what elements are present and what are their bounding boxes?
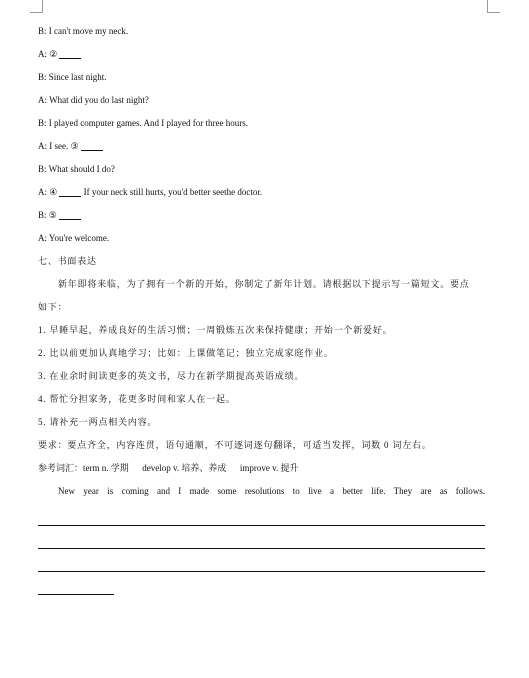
point-item: 4. 帮忙分担家务，花更多时间和家人在一起。 <box>38 394 236 404</box>
speaker-label: A: <box>38 49 47 59</box>
speaker-label: B: <box>38 164 47 174</box>
reference-vocabulary: 参考词汇：term n. 学期 develop v. 培养、养成 improve v. 提升 <box>38 463 299 473</box>
dialogue-line <box>38 20 485 43</box>
blank-number: ⑤ <box>48 210 57 220</box>
crop-mark-top-left <box>30 0 43 13</box>
crop-mark-top-right <box>487 0 500 13</box>
point-item: 3. 在业余时间读更多的英文书，尽力在新学期提高英语成绩。 <box>38 371 305 381</box>
blank-number: ④ <box>49 187 58 197</box>
point-item: 2. 比以前更加认真地学习；比如：上课做笔记；独立完成家庭作业。 <box>38 348 334 358</box>
dialogue-text: I played computer games. And I played for three hours. <box>48 118 248 128</box>
dialogue-text: I see. ③ <box>49 141 79 151</box>
dialogue-line <box>38 158 485 181</box>
dialogue-line <box>38 66 485 89</box>
answer-blank[interactable] <box>81 140 103 151</box>
task-intro-continued: 如下： <box>38 302 68 312</box>
answer-blank[interactable] <box>59 186 81 197</box>
speaker-label: A: <box>38 141 47 151</box>
speaker-label: B: <box>38 118 47 128</box>
speaker-label: A: <box>38 233 47 243</box>
essay-starter: New year is coming and I made some resolutions to live a better life. They are as follows. <box>58 486 485 496</box>
dialogue-line <box>38 135 485 158</box>
dialogue-text: Since last night. <box>48 72 107 82</box>
dialogue-line <box>38 181 485 204</box>
task-intro: 新年即将来临，为了拥有一个新的开始，你制定了新年计划。请根据以下提示写一篇短文。要点 <box>58 279 470 289</box>
dialogue-text: If your neck still hurts, you'd better seethe doctor. <box>83 187 263 197</box>
dialogue-line <box>38 112 485 135</box>
dialogue-line <box>38 43 485 66</box>
dialogue-text: I can't move my neck. <box>48 26 129 36</box>
point-item: 1. 早睡早起，养成良好的生活习惯；一周锻炼五次来保持健康；开始一个新爱好。 <box>38 325 393 335</box>
blank-number: ② <box>49 49 58 59</box>
speaker-label: A: <box>38 187 47 197</box>
point-item: 5. 请补充一两点相关内容。 <box>38 417 158 427</box>
writing-line[interactable] <box>38 526 485 549</box>
requirements: 要求：要点齐全，内容连贯，语句通顺，不可逐词逐句翻译，可适当发挥，词数 0 词左右。 <box>38 440 432 450</box>
dialogue-line <box>38 89 485 112</box>
answer-blank[interactable] <box>59 209 81 220</box>
section-heading: 七、书面表达 <box>38 256 97 266</box>
speaker-label: B: <box>38 210 47 220</box>
speaker-label: B: <box>38 72 47 82</box>
speaker-label: A: <box>38 95 47 105</box>
dialogue-line <box>38 204 485 227</box>
writing-line[interactable] <box>38 503 485 526</box>
dialogue-text: What should I do? <box>48 164 115 174</box>
dialogue-line <box>38 227 485 250</box>
writing-line[interactable] <box>38 572 114 595</box>
dialogue-text: What did you do last night? <box>49 95 149 105</box>
speaker-label: B: <box>38 26 47 36</box>
writing-line[interactable] <box>38 549 485 572</box>
dialogue-text: You're welcome. <box>48 233 110 243</box>
document-body <box>38 20 485 595</box>
answer-blank[interactable] <box>59 48 81 59</box>
